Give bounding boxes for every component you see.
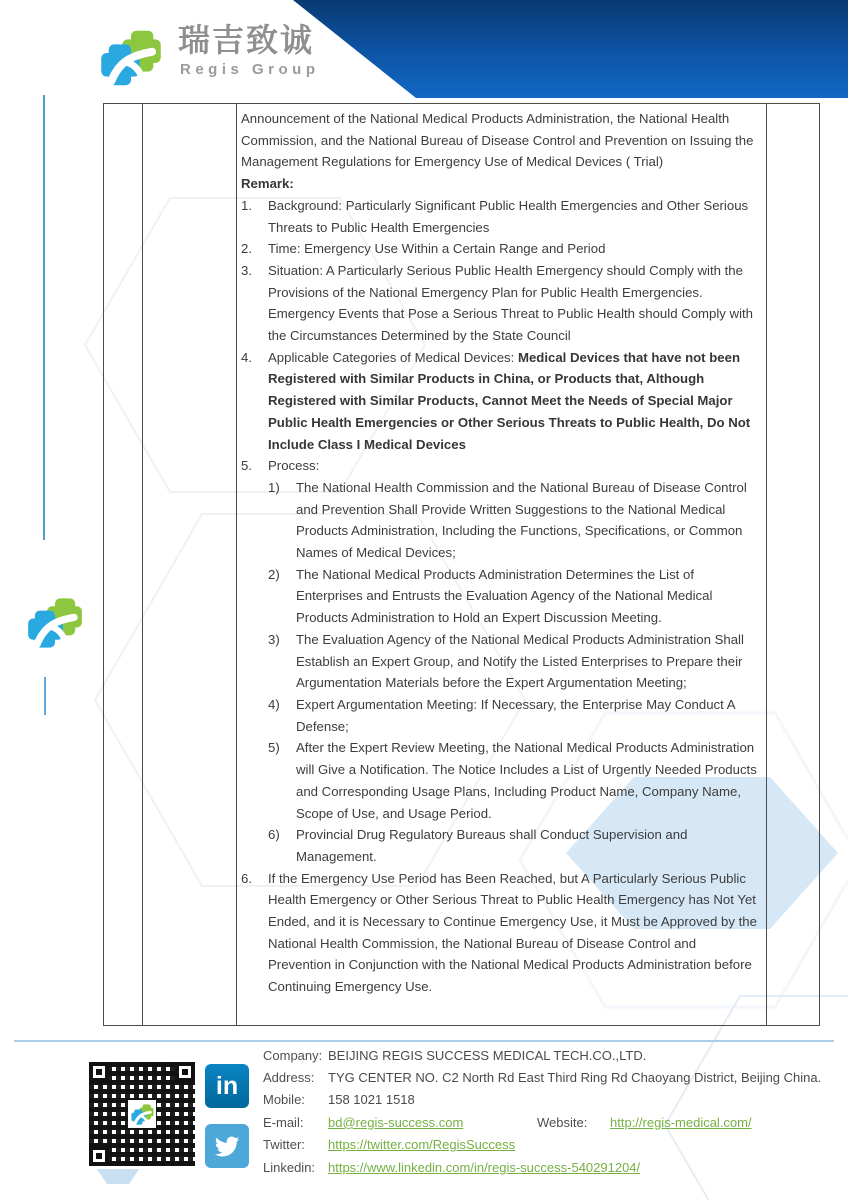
sub-list-item xyxy=(268,564,757,629)
contact-label: Company: xyxy=(263,1047,323,1063)
qr-finder-icon xyxy=(175,1062,195,1082)
contact-label: E-mail: xyxy=(263,1114,304,1130)
sub-list-item-number: 1) xyxy=(268,479,280,495)
brand-chinese-name: 瑞吉致诚 xyxy=(178,21,315,59)
twitter-bird-icon xyxy=(213,1132,241,1160)
sub-list-item xyxy=(268,824,757,867)
list-item xyxy=(241,238,757,260)
list-item xyxy=(241,260,757,347)
brand-english-name: Regis Group xyxy=(180,61,320,78)
contact-value: BEIJING REGIS SUCCESS MEDICAL TECH.CO.,LTD. xyxy=(328,1047,647,1063)
contact-rows xyxy=(263,1044,823,1178)
brand-text xyxy=(178,22,320,78)
contact-value: 158 1021 1518 xyxy=(328,1092,415,1108)
list-item-number: 3. xyxy=(241,262,252,278)
regis-logo-icon xyxy=(131,1103,154,1126)
contact-link[interactable]: http://regis-medical.com/ xyxy=(610,1114,752,1130)
sub-list-item-number: 5) xyxy=(268,740,280,756)
table-column-divider xyxy=(236,104,237,1025)
sub-list-item xyxy=(268,477,757,564)
list-item-number: 5. xyxy=(241,458,252,474)
document-table xyxy=(103,103,820,1026)
list-item-text: Applicable Categories of Medical Devices: Medical Devices that have not been Registered with Similar Products in China, or Products that, Although Registered with Similar Products, Cannot Meet the Needs of Special Major Public Health Emergencies or Other Serious Threats to Public Health, Do Not Include Class I Medical Devices xyxy=(268,349,751,452)
linkedin-icon xyxy=(205,1064,249,1108)
contact-row xyxy=(263,1134,823,1156)
qr-finder-icon xyxy=(89,1146,109,1166)
list-item xyxy=(241,195,757,238)
document-cell-content xyxy=(241,108,757,998)
list-item-text: Time: Emergency Use Within a Certain Range and Period xyxy=(268,241,606,257)
list-item xyxy=(241,868,757,998)
sub-list-item xyxy=(268,694,757,737)
sub-list-item xyxy=(268,629,757,694)
contact-label: Linkedin: xyxy=(263,1159,316,1175)
list-item-number: 4. xyxy=(241,349,252,365)
sub-list-item xyxy=(268,737,757,824)
sub-list-item-text: The Evaluation Agency of the National Medical Products Administration Shall Establish an Expert Group, and Notify the Listed Enterprises to Prepare their Argumentation Materials before the Expert Argumentation Meeting; xyxy=(296,631,744,691)
twitter-icon xyxy=(205,1124,249,1168)
sub-list-item-number: 4) xyxy=(268,696,280,712)
table-column-divider xyxy=(766,104,767,1025)
qr-finder-icon xyxy=(89,1062,109,1082)
contact-label: Website: xyxy=(537,1114,588,1130)
left-rule-top xyxy=(43,95,45,540)
list-item xyxy=(241,347,757,456)
sub-list-item-number: 2) xyxy=(268,566,280,582)
contact-link[interactable]: https://www.linkedin.com/in/regis-success-540291204/ xyxy=(328,1159,641,1175)
qr-center-logo xyxy=(128,1100,156,1128)
sub-list-item-number: 6) xyxy=(268,827,280,843)
list-item-text: Situation: A Particularly Serious Public Health Emergency should Comply with the Provisions of the National Emergency Plan for Public Health Emergencies. Emergency Events that Pose a Serious Threat to Public Health should Comply with the Circumstances Determined by the State Council xyxy=(268,262,754,344)
sub-list-item-text: Provincial Drug Regulatory Bureaus shall Conduct Supervision and Management. xyxy=(296,827,688,864)
sub-list-item-text: The National Medical Products Administration Determines the List of Enterprises and Entrusts the Evaluation Agency of the National Medical Products Administration to Hold an Expert Discussion Meeting. xyxy=(296,566,713,626)
qr-code xyxy=(89,1062,195,1166)
contact-link[interactable]: https://twitter.com/RegisSuccess xyxy=(328,1137,516,1153)
list-item-text: Background: Particularly Significant Public Health Emergencies and Other Serious Threats to Public Health Emergencies xyxy=(268,197,749,235)
contact-row xyxy=(263,1044,823,1066)
list-item-number: 6. xyxy=(241,870,252,886)
list-item xyxy=(241,455,757,867)
company-logo xyxy=(100,22,320,90)
contact-extra xyxy=(537,1111,752,1133)
contact-label: Address: xyxy=(263,1070,315,1086)
contact-label: Twitter: xyxy=(263,1137,305,1153)
list-item-text: If the Emergency Use Period has Been Reached, but A Particularly Serious Public Health Emergency or Other Serious Threat to Public Health Emergency has Not Yet Ended, and it is Necessary to Continue Emergency Use, it Must be Approved by the National Health Commission, the National Bureau of Disease Control and Prevention in Conjunction with the National Medical Products Administration before Continuing Emergency Use. xyxy=(268,870,757,995)
sub-list-item-text: After the Expert Review Meeting, the National Medical Products Administration will Give a Notification. The Notice Includes a List of Urgently Needed Products and Corresponding Usage Plans, Including Product Name, Company Name, Scope of Use, and Usage Period. xyxy=(296,740,757,821)
list-item-number: 1. xyxy=(241,197,252,213)
remark-label: Remark: xyxy=(241,176,294,192)
list-item-text: Process: 1) The National Health Commission and the National Bureau of Disease Control and Prevention Shall Provide Written Suggestions to the National Medical Products Administration, Including the Functions, Specifications, or Common Names of Medical Devices; 2) The National Medical Products Administration Determines the List of Enterprises and Entrusts the Evaluation Agency of the National Medical Products Administration to Hold an Expert Discussion Meeting. 3) The Evaluation Agency of the National Medical Products Administration Shall Establish an Expert Group, and Notify the Listed Enterprises to Prepare their Argumentation Materials before the Expert Argumentation Meeting; 4) Expert Argumentation Meeting: If Necessary, the Enterprise May Conduct A Defense; 5) After the Expert Review Meeting, the National Medical Products Administration will Give a Notification. The Notice Includes a List of Urgently Needed Products and Corresponding Usage Plans, Including Product Name, Company Name, Scope of Use, and Usage Period. 6) Provincial Drug Regulatory Bureaus shall Conduct Supervision and Management. xyxy=(268,455,757,867)
table-column-divider xyxy=(142,104,143,1025)
list-item-number: 2. xyxy=(241,241,252,257)
regis-logo-watermark-icon xyxy=(27,594,83,652)
contact-row xyxy=(263,1156,823,1178)
contact-label: Mobile: xyxy=(263,1092,305,1108)
contact-row xyxy=(263,1066,823,1088)
sub-list-item-number: 3) xyxy=(268,631,280,647)
left-rule-bottom xyxy=(44,677,46,715)
document-title: Announcement of the National Medical Products Administration, the National Health Commission, and the National Bureau of Disease Control and Prevention on Issuing the Management Regulations for Emergency Use of Medical Devices ( Trial) xyxy=(241,111,754,170)
footer-divider xyxy=(14,1040,834,1042)
linkedin-glyph: in xyxy=(215,1071,239,1100)
remark-list xyxy=(241,195,757,998)
sub-list-item-text: Expert Argumentation Meeting: If Necessary, the Enterprise May Conduct A Defense; xyxy=(296,696,735,734)
sub-list-item-text: The National Health Commission and the National Bureau of Disease Control and Prevention Shall Provide Written Suggestions to the National Medical Products Administration, Including the Functions, Specifications, or Common Names of Medical Devices; xyxy=(296,479,747,561)
contact-link[interactable]: bd@regis-success.com xyxy=(328,1114,464,1130)
regis-logo-icon xyxy=(100,26,162,90)
contact-row xyxy=(263,1111,823,1133)
contact-row xyxy=(263,1089,823,1111)
contact-value: TYG CENTER NO. C2 North Rd East Third Ring Rd Chaoyang District, Beijing China. xyxy=(328,1070,822,1086)
